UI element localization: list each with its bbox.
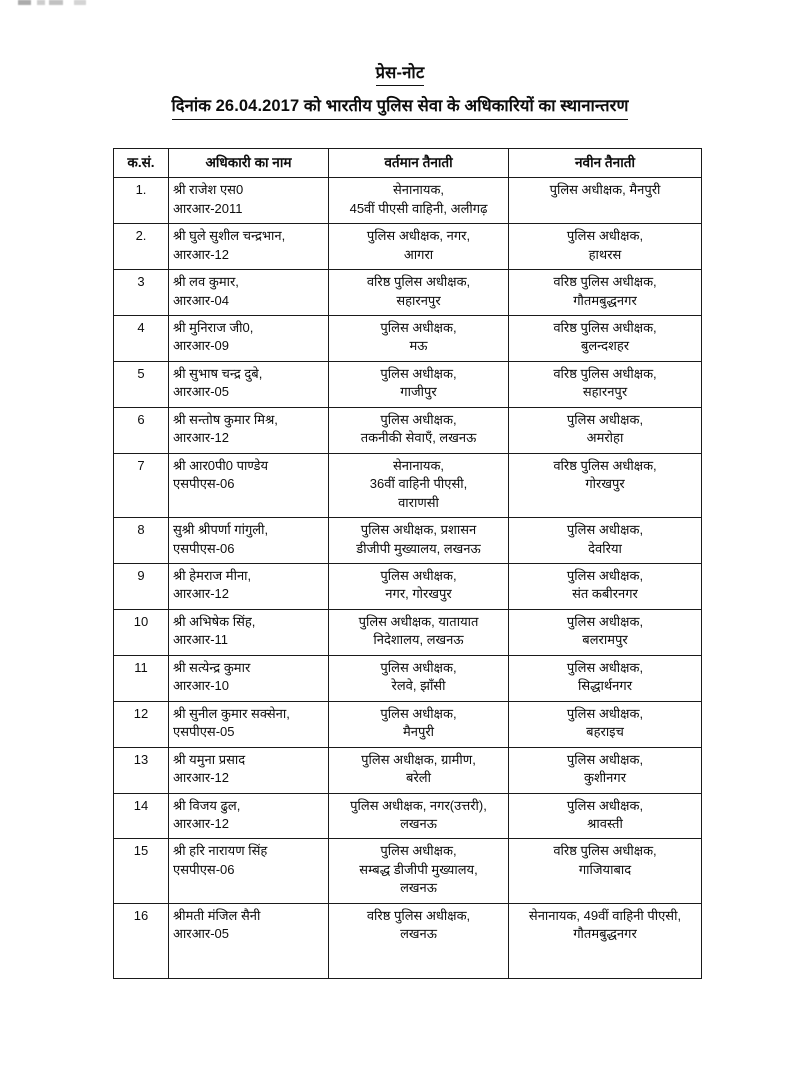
cell-new-posting-line: सिद्धार्थनगर [577, 678, 633, 694]
cell-officer-name-line: आरआर-12 [173, 815, 229, 831]
cell-current-posting-line: वरिष्ठ पुलिस अधीक्षक, [366, 274, 471, 290]
cell-new-posting-line: पुलिस अधीक्षक, [566, 705, 644, 721]
cell-current-posting-line: निदेशालय, लखनऊ [373, 632, 464, 648]
cell-current-posting-line: पुलिस अधीक्षक, नगर(उत्तरी), [350, 797, 487, 813]
cell-current-posting [329, 407, 509, 453]
column-header-current-posting: वर्तमान तैनाती [329, 149, 509, 178]
cell-serial-number: 16 [114, 903, 169, 978]
cell-new-posting-line: कुशीनगर [583, 770, 627, 786]
cell-current-posting-line: पुलिस अधीक्षक, [380, 320, 457, 336]
cell-serial-number: 13 [114, 747, 169, 793]
cell-new-posting [509, 747, 702, 793]
table-row [114, 903, 702, 978]
table-body [114, 178, 702, 978]
scan-artifact [18, 0, 88, 5]
table-row [114, 453, 702, 517]
cell-new-posting-line: गौतमबुद्धनगर [573, 926, 637, 942]
cell-new-posting-line: पुलिस अधीक्षक, [566, 411, 644, 427]
cell-officer-name-line: आरआर-12 [173, 246, 229, 262]
cell-serial-number: 8 [114, 518, 169, 564]
cell-serial-number: 12 [114, 701, 169, 747]
cell-officer-name [169, 270, 329, 316]
cell-new-posting-line: सेनानायक, 49वीं वाहिनी पीएसी, [528, 907, 682, 923]
cell-new-posting-line: संत कबीरनगर [572, 586, 638, 602]
cell-new-posting-line: बुलन्दशहर [580, 338, 630, 354]
cell-officer-name [169, 361, 329, 407]
cell-officer-name-line: आरआर-05 [173, 384, 229, 400]
cell-current-posting-line: सम्बद्ध डीजीपी मुख्यालय, [359, 861, 478, 877]
cell-current-posting-line: सेनानायक, [392, 182, 445, 198]
cell-new-posting-line: पुलिस अधीक्षक, [566, 228, 644, 244]
cell-serial-number: 9 [114, 564, 169, 610]
press-note-title: प्रेस-नोट [376, 62, 425, 86]
cell-current-posting [329, 793, 509, 839]
table-row [114, 224, 702, 270]
cell-current-posting [329, 453, 509, 517]
cell-officer-name-line: आरआर-04 [173, 292, 229, 308]
cell-officer-name-line: आरआर-12 [173, 770, 229, 786]
cell-new-posting-line: वरिष्ठ पुलिस अधीक्षक, [553, 320, 657, 336]
cell-serial-number: 6 [114, 407, 169, 453]
cell-current-posting [329, 609, 509, 655]
table-row [114, 316, 702, 362]
press-note-subtitle: दिनांक 26.04.2017 को भारतीय पुलिस सेवा के अधिकारियों का स्थानान्तरण [172, 95, 629, 120]
cell-new-posting [509, 453, 702, 517]
cell-officer-name-line: श्री हरि नारायण सिंह [173, 843, 268, 859]
cell-current-posting-line: मैनपुरी [402, 724, 435, 740]
cell-new-posting-line: वरिष्ठ पुलिस अधीक्षक, [553, 274, 657, 290]
cell-new-posting [509, 655, 702, 701]
cell-new-posting-line: पुलिस अधीक्षक, [566, 751, 644, 767]
cell-officer-name [169, 407, 329, 453]
table-row [114, 655, 702, 701]
cell-serial-number: 10 [114, 609, 169, 655]
column-header-serial-number: क.सं. [114, 149, 169, 178]
column-header-new-posting: नवीन तैनाती [509, 149, 702, 178]
cell-current-posting [329, 655, 509, 701]
cell-serial-number: 5 [114, 361, 169, 407]
cell-current-posting [329, 518, 509, 564]
cell-officer-name-line: श्री मुनिराज जी0, [173, 320, 254, 336]
cell-officer-name [169, 793, 329, 839]
cell-officer-name-line: आरआर-09 [173, 338, 229, 354]
transfer-table-container [113, 148, 701, 979]
cell-current-posting [329, 224, 509, 270]
cell-officer-name-line: आरआर-11 [173, 632, 229, 648]
cell-officer-name [169, 316, 329, 362]
cell-officer-name-line: आरआर-12 [173, 586, 229, 602]
cell-serial-number: 2. [114, 224, 169, 270]
table-row [114, 518, 702, 564]
table-row [114, 178, 702, 224]
cell-officer-name-line: एसपीएस-06 [173, 476, 235, 492]
cell-officer-name-line: श्री आर0पी0 पाण्डेय [173, 457, 269, 473]
cell-current-posting-line: 36वीं वाहिनी पीएसी, [369, 476, 468, 492]
cell-new-posting-line: वरिष्ठ पुलिस अधीक्षक, [553, 365, 657, 381]
cell-new-posting-line: वरिष्ठ पुलिस अधीक्षक, [553, 843, 657, 859]
cell-officer-name [169, 747, 329, 793]
cell-current-posting-line: पुलिस अधीक्षक, नगर, [366, 228, 471, 244]
cell-current-posting-line: पुलिस अधीक्षक, [380, 568, 457, 583]
cell-officer-name [169, 453, 329, 517]
cell-current-posting-line: बरेली [406, 770, 431, 786]
cell-current-posting [329, 701, 509, 747]
cell-new-posting-line: वरिष्ठ पुलिस अधीक्षक, [553, 457, 657, 473]
cell-new-posting [509, 564, 702, 610]
cell-new-posting [509, 407, 702, 453]
cell-officer-name [169, 655, 329, 701]
cell-new-posting [509, 609, 702, 655]
document-heading [0, 62, 800, 120]
cell-serial-number: 4 [114, 316, 169, 362]
cell-current-posting-line: लखनऊ [400, 815, 437, 831]
cell-new-posting-line: हाथरस [588, 246, 622, 262]
cell-officer-name-line: श्री सुभाष चन्द्र दुबे, [173, 365, 263, 381]
cell-new-posting [509, 793, 702, 839]
cell-new-posting [509, 316, 702, 362]
table-row [114, 407, 702, 453]
cell-new-posting-line: अमरोहा [586, 430, 624, 446]
cell-current-posting-line: पुलिस अधीक्षक, [380, 365, 457, 381]
cell-current-posting-line: 45वीं पीएसी वाहिनी, अलीगढ़ [349, 200, 488, 216]
cell-current-posting-line: नगर, गोरखपुर [385, 586, 452, 602]
cell-officer-name-line: आरआर-12 [173, 430, 229, 446]
cell-current-posting [329, 270, 509, 316]
table-row [114, 701, 702, 747]
cell-officer-name-line: श्री राजेश एस0 [173, 182, 244, 198]
cell-new-posting-line: गोरखपुर [585, 476, 625, 492]
cell-current-posting-line: रेलवे, झाँसी [391, 678, 446, 694]
table-row [114, 609, 702, 655]
cell-new-posting [509, 224, 702, 270]
cell-new-posting [509, 270, 702, 316]
cell-current-posting-line: लखनऊ [400, 880, 437, 896]
cell-current-posting-line: आगरा [403, 246, 434, 262]
cell-current-posting-line: वरिष्ठ पुलिस अधीक्षक, [366, 907, 471, 923]
cell-current-posting-line: मऊ [409, 338, 428, 354]
cell-officer-name-line: आरआर-05 [173, 926, 229, 942]
cell-officer-name [169, 518, 329, 564]
cell-new-posting-line: पुलिस अधीक्षक, मैनपुरी [549, 182, 661, 198]
cell-new-posting-line: बहराइच [586, 724, 624, 740]
cell-officer-name-line: श्री सुनील कुमार सक्सेना, [173, 705, 290, 721]
cell-new-posting [509, 701, 702, 747]
press-note-subtitle-wrap [0, 95, 800, 120]
cell-current-posting-line: पुलिस अधीक्षक, प्रशासन [360, 522, 477, 538]
cell-officer-name-line: एसपीएस-05 [173, 724, 235, 740]
cell-new-posting-line: पुलिस अधीक्षक, [566, 613, 644, 629]
table-row [114, 361, 702, 407]
cell-officer-name-line: एसपीएस-06 [173, 540, 235, 556]
cell-officer-name-line: श्री हेमराज मीना, [173, 568, 252, 583]
cell-officer-name-line: श्री सन्तोष कुमार मिश्र, [173, 411, 278, 427]
cell-current-posting [329, 747, 509, 793]
cell-officer-name-line: श्री घुले सुशील चन्द्रभान, [173, 228, 286, 244]
cell-new-posting-line: गौतमबुद्धनगर [573, 292, 637, 308]
cell-new-posting-line: गाजियाबाद [578, 861, 632, 877]
cell-current-posting-line: पुलिस अधीक्षक, ग्रामीण, [361, 751, 476, 767]
cell-serial-number: 14 [114, 793, 169, 839]
cell-serial-number: 15 [114, 839, 169, 903]
cell-new-posting [509, 903, 702, 978]
cell-officer-name [169, 178, 329, 224]
table-row [114, 793, 702, 839]
cell-new-posting-line: सहारनपुर [582, 384, 628, 400]
cell-current-posting-line: पुलिस अधीक्षक, यातायात [358, 613, 479, 629]
cell-current-posting [329, 564, 509, 610]
cell-officer-name [169, 609, 329, 655]
cell-serial-number: 3 [114, 270, 169, 316]
cell-new-posting-line: पुलिस अधीक्षक, [566, 659, 644, 675]
cell-current-posting [329, 361, 509, 407]
cell-new-posting [509, 361, 702, 407]
cell-officer-name [169, 903, 329, 978]
cell-current-posting-line: पुलिस अधीक्षक, [380, 843, 457, 859]
cell-current-posting-line: लखनऊ [400, 926, 437, 942]
table-header [114, 149, 702, 178]
cell-current-posting [329, 316, 509, 362]
cell-current-posting-line: पुलिस अधीक्षक, [380, 659, 457, 675]
column-header-officer-name: अधिकारी का नाम [169, 149, 329, 178]
cell-officer-name-line: श्री विजय ढुल, [173, 797, 241, 813]
table-row [114, 747, 702, 793]
cell-officer-name-line: आरआर-10 [173, 678, 229, 694]
cell-serial-number: 1. [114, 178, 169, 224]
cell-new-posting-line: पुलिस अधीक्षक, [566, 522, 644, 538]
cell-current-posting [329, 903, 509, 978]
cell-officer-name-line: सुश्री श्रीपर्णा गांगुली, [173, 522, 269, 538]
table-header-row [114, 149, 702, 178]
cell-officer-name-line: एसपीएस-06 [173, 861, 235, 877]
cell-officer-name [169, 564, 329, 610]
cell-officer-name-line: श्री सत्येन्द्र कुमार [173, 659, 251, 675]
cell-new-posting [509, 178, 702, 224]
transfer-table [113, 148, 702, 979]
cell-officer-name-line: श्री यमुना प्रसाद [173, 751, 246, 767]
cell-officer-name [169, 701, 329, 747]
cell-officer-name-line: श्री लव कुमार, [173, 274, 239, 290]
cell-current-posting-line: पुलिस अधीक्षक, [380, 411, 457, 427]
cell-current-posting-line: डीजीपी मुख्यालय, लखनऊ [356, 540, 481, 556]
cell-current-posting [329, 839, 509, 903]
cell-officer-name [169, 224, 329, 270]
cell-current-posting-line: पुलिस अधीक्षक, [380, 705, 457, 721]
cell-new-posting-line: पुलिस अधीक्षक, [566, 797, 644, 813]
cell-current-posting-line: सहारनपुर [396, 292, 441, 308]
cell-officer-name-line: आरआर-2011 [173, 200, 243, 216]
cell-current-posting-line: सेनानायक, [392, 457, 445, 473]
cell-serial-number: 11 [114, 655, 169, 701]
cell-new-posting-line: पुलिस अधीक्षक, [566, 568, 644, 583]
table-row [114, 564, 702, 610]
cell-new-posting [509, 839, 702, 903]
cell-current-posting-line: गाजीपुर [400, 384, 437, 400]
cell-current-posting [329, 178, 509, 224]
cell-new-posting-line: बलरामपुर [582, 632, 628, 648]
cell-officer-name-line: श्री अभिषेक सिंह, [173, 613, 256, 629]
table-row [114, 270, 702, 316]
cell-new-posting [509, 518, 702, 564]
cell-officer-name-line: श्रीमती मंजिल सैनी [173, 907, 261, 923]
cell-new-posting-line: देवरिया [588, 540, 622, 556]
cell-officer-name [169, 839, 329, 903]
table-row [114, 839, 702, 903]
press-note-title-wrap [0, 62, 800, 86]
cell-new-posting-line: श्रावस्ती [587, 815, 623, 831]
cell-serial-number: 7 [114, 453, 169, 517]
cell-current-posting-line: तकनीकी सेवाएँ, लखनऊ [360, 430, 477, 446]
cell-current-posting-line: वाराणसी [398, 494, 439, 510]
